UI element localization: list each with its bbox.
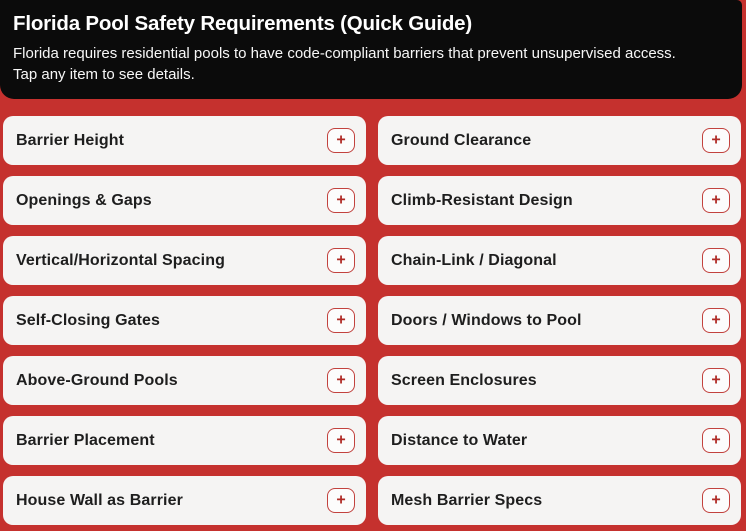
guide-item-chain-link-diagonal[interactable] <box>378 236 741 285</box>
page-title: Florida Pool Safety Requirements (Quick Guide) <box>13 12 472 35</box>
plus-icon: + <box>711 191 721 209</box>
expand-button[interactable] <box>702 308 730 333</box>
expand-button[interactable] <box>702 368 730 393</box>
guide-item-label: House Wall as Barrier <box>16 491 183 509</box>
expand-button[interactable] <box>327 188 355 213</box>
header <box>0 0 742 99</box>
plus-icon: + <box>711 371 721 389</box>
guide-item-label: Screen Enclosures <box>391 371 537 389</box>
plus-icon: + <box>711 431 721 449</box>
plus-icon: + <box>336 431 346 449</box>
page-subtitle <box>13 43 726 87</box>
guide-item-label: Openings & Gaps <box>16 191 152 209</box>
expand-button[interactable] <box>327 368 355 393</box>
guide-item-label: Vertical/Horizontal Spacing <box>16 251 225 269</box>
plus-icon: + <box>336 191 346 209</box>
plus-icon: + <box>711 311 721 329</box>
expand-button[interactable] <box>327 488 355 513</box>
expand-button[interactable] <box>702 428 730 453</box>
plus-icon: + <box>711 491 721 509</box>
guide-item-mesh-barrier-specs[interactable] <box>378 476 741 525</box>
expand-button[interactable] <box>702 248 730 273</box>
plus-icon: + <box>336 131 346 149</box>
expand-button[interactable] <box>327 248 355 273</box>
guide-item-label: Chain-Link / Diagonal <box>391 251 557 269</box>
plus-icon: + <box>336 491 346 509</box>
expand-button[interactable] <box>702 488 730 513</box>
guide-item-label: Self-Closing Gates <box>16 311 161 329</box>
expand-button[interactable] <box>327 428 355 453</box>
guide-item-label: Barrier Placement <box>16 431 155 449</box>
guide-item-above-ground-pools[interactable] <box>3 356 366 405</box>
plus-icon: + <box>336 311 346 329</box>
guide-item-barrier-height[interactable] <box>3 116 366 165</box>
guide-item-openings-gaps[interactable] <box>3 176 366 225</box>
expand-button[interactable] <box>327 128 355 153</box>
guide-item-screen-enclosures[interactable] <box>378 356 741 405</box>
guide-item-ground-clearance[interactable] <box>378 116 741 165</box>
guide-item-climb-resistant-design[interactable] <box>378 176 741 225</box>
guide-item-label: Above-Ground Pools <box>16 371 178 389</box>
guide-item-label: Distance to Water <box>391 431 528 449</box>
plus-icon: + <box>711 131 721 149</box>
guide-item-vertical-horizontal-spacing[interactable] <box>3 236 366 285</box>
guide-item-barrier-placement[interactable] <box>3 416 366 465</box>
plus-icon: + <box>336 251 346 269</box>
guide-item-distance-to-water[interactable] <box>378 416 741 465</box>
guide-item-label: Barrier Height <box>16 131 125 149</box>
expand-button[interactable] <box>327 308 355 333</box>
plus-icon: + <box>336 371 346 389</box>
expand-button[interactable] <box>702 188 730 213</box>
guide-item-label: Climb-Resistant Design <box>391 191 573 209</box>
expand-button[interactable] <box>702 128 730 153</box>
guide-item-label: Ground Clearance <box>391 131 532 149</box>
guide-item-doors-windows-to-pool[interactable] <box>378 296 741 345</box>
guide-item-label: Mesh Barrier Specs <box>391 491 543 509</box>
plus-icon: + <box>711 251 721 269</box>
guide-grid <box>0 99 746 525</box>
guide-item-label: Doors / Windows to Pool <box>391 311 582 329</box>
guide-item-house-wall-as-barrier[interactable] <box>3 476 366 525</box>
page-subtitle-line-2: Tap any item to see details. <box>13 66 195 84</box>
guide-item-self-closing-gates[interactable] <box>3 296 366 345</box>
page-subtitle-line-1: Florida requires residential pools to have code-compliant barriers that prevent unsupervised access. <box>13 44 676 62</box>
